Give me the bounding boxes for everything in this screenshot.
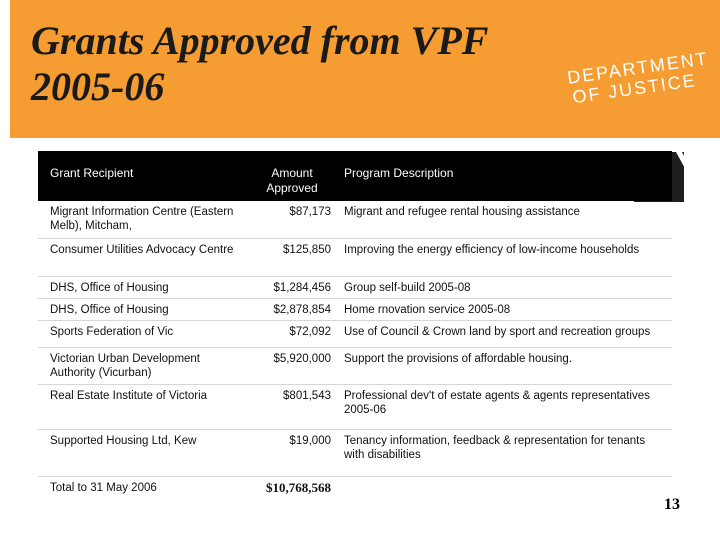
cell-recipient: Consumer Utilities Advocacy Centre	[50, 244, 234, 256]
total-label: Total to 31 May 2006	[50, 482, 157, 494]
cell-amount: $87,173	[289, 206, 331, 218]
cell-recipient: Real Estate Institute of Victoria	[50, 390, 208, 402]
cell-program: Migrant and refugee rental housing assistance	[344, 206, 580, 218]
cell-recipient: Migrant Information Centre (Eastern Melb), Mitcham,	[50, 206, 234, 232]
cell-program: Use of Council & Crown land by sport and recreation groups	[344, 326, 651, 338]
cell-recipient: Supported Housing Ltd, Kew	[50, 435, 197, 447]
table-row	[38, 201, 672, 239]
cell-amount: $1,284,456	[273, 282, 331, 294]
cell-amount: $5,920,000	[273, 353, 331, 365]
cell-program: Improving the energy efficiency of low-income households	[344, 244, 640, 256]
header-recipient: Grant Recipient	[50, 166, 134, 180]
cell-program: Professional dev't of estate agents & agents representatives 2005-06	[344, 390, 650, 416]
cell-amount: $19,000	[289, 435, 331, 447]
table-row	[38, 321, 672, 348]
table-header	[38, 151, 672, 201]
table-row	[38, 430, 672, 477]
cell-program: Home rnovation service 2005-08	[344, 304, 511, 316]
cell-recipient: DHS, Office of Housing	[50, 304, 169, 316]
table-row	[38, 239, 672, 277]
cell-program: Support the provisions of affordable housing.	[344, 353, 573, 365]
page-title: Grants Approved from VPF 2005-06	[31, 18, 489, 109]
cell-recipient: Victorian Urban Development Authority (Vicurban)	[50, 353, 201, 379]
table-row	[38, 348, 672, 385]
table-row	[38, 385, 672, 430]
grants-table	[38, 151, 672, 507]
header-amount: Amount Approved	[266, 166, 318, 195]
cell-amount: $801,543	[283, 390, 331, 402]
department-logo-text: DEPARTMENT OF JUSTICE	[566, 48, 710, 108]
table-row	[38, 299, 672, 321]
total-row	[38, 477, 672, 507]
cell-amount: $72,092	[289, 326, 331, 338]
cell-program: Tenancy information, feedback & representation for tenants with disabilities	[344, 435, 646, 461]
total-amount: $10,768,568	[266, 480, 331, 495]
page-number: 13	[664, 496, 680, 513]
cell-amount: $125,850	[283, 244, 331, 256]
cell-recipient: DHS, Office of Housing	[50, 282, 169, 294]
cell-program: Group self-build 2005-08	[344, 282, 471, 294]
victoria-mark-icon	[676, 150, 698, 174]
table-row	[38, 277, 672, 299]
cell-amount: $2,878,854	[273, 304, 331, 316]
cell-recipient: Sports Federation of Vic	[50, 326, 174, 338]
header-program: Program Description	[344, 166, 454, 180]
